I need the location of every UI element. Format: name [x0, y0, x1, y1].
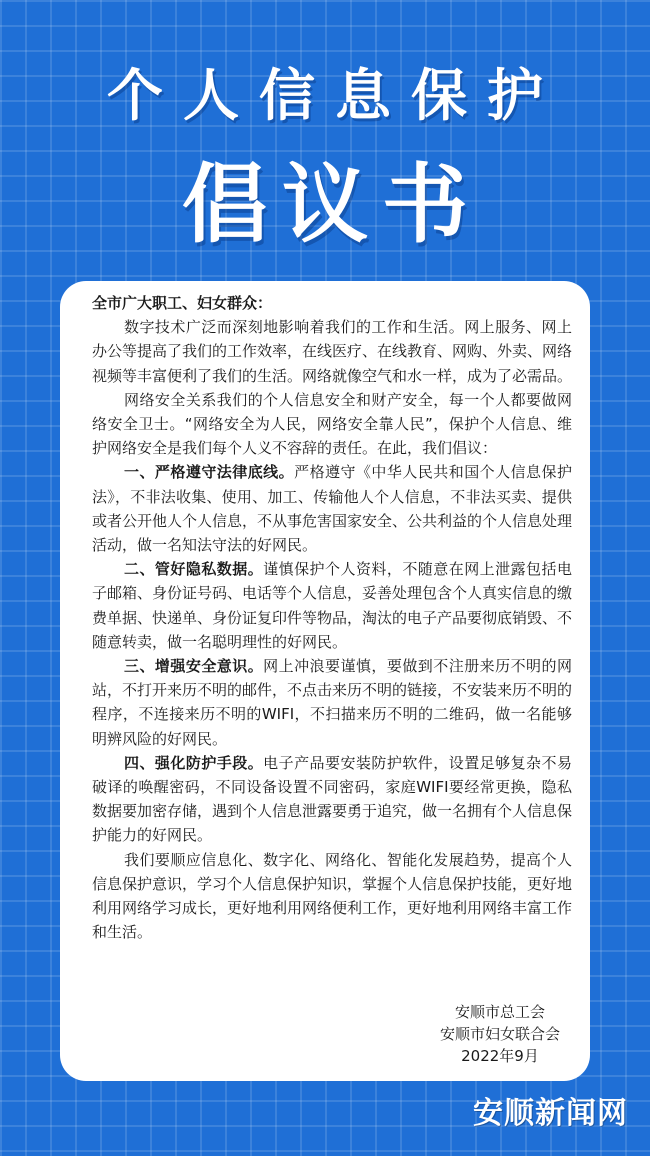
title-line-2: 倡议书	[182, 155, 482, 255]
point-4-heading: 四、强化防护手段。	[124, 753, 264, 772]
signature-block	[440, 1001, 560, 1067]
letter-card	[60, 281, 590, 1081]
point-1	[92, 460, 572, 557]
intro-paragraph-1: 数字技术广泛而深刻地影响着我们的工作和生活。网上服务、网上办公等提高了我们的工作效率，在线医疗、在线教育、网购、外卖、网络视频等丰富便利了我们的生活。网络就像空气和水一样，成为了必需品。	[92, 318, 573, 385]
title-line-1: 个人信息保护	[107, 64, 563, 129]
point-3	[92, 654, 572, 751]
point-3-heading: 三、增强安全意识。	[124, 657, 264, 676]
signature-org-2: 安顺市妇女联合会	[439, 1025, 560, 1043]
signature-date: 2022年9月	[461, 1047, 539, 1065]
point-2-heading: 二、管好隐私数据。	[124, 560, 264, 579]
point-4	[92, 751, 572, 848]
point-1-heading: 一、严格遵守法律底线。	[124, 463, 295, 482]
closing-paragraph: 我们要顺应信息化、数字化、网络化、智能化发展趋势，提高个人信息保护意识，学习个人信息保护知识，掌握个人信息保护技能，更好地利用网络学习成长，更好地利用网络便利工作，更好地利用网络丰富工作和生活。	[92, 850, 573, 942]
point-2-text: 谨慎保护个人资料，不随意在网上泄露包括电子邮箱、身份证号码、电话等个人信息，妥善处理包含个人真实信息的缴费单据、快递单、身份证复印件等物品，淘汰的电子产品要彻底销毁、不随意转卖，做一名聪明理性的好网民。	[92, 560, 573, 651]
point-1-text: 严格遵守《中华人民共和国个人信息保护法》，不非法收集、使用、加工、传输他人个人信息，不非法买卖、提供或者公开他人个人信息，不从事危害国家安全、公共利益的个人信息处理活动，做一名知法守法的好网民。	[92, 463, 573, 555]
point-3-text: 网上冲浪要谨慎，要做到不注册来历不明的网站，不打开来历不明的邮件，不点击来历不明的链接，不安装来历不明的程序，不连接来历不明的WIFI，不扫描来历不明的二维码，做一名能够明辨风险的好网民。	[92, 657, 573, 748]
point-4-text: 电子产品要安装防护软件，设置足够复杂不易破译的唤醒密码，不同设备设置不同密码，家庭WIFI要经常更换，隐私数据要加密存储，遇到个人信息泄露要勇于追究，做一名拥有个人信息保护能力的好网民。	[92, 753, 573, 845]
salutation: 全市广大职工、妇女群众：	[92, 294, 273, 312]
point-2	[92, 557, 572, 654]
intro-paragraph-2: 网络安全关系我们的个人信息安全和财产安全，每一个人都要做网络安全卫士。“网络安全为人民，网络安全靠人民”，保护个人信息、维护网络安全是我们每个人义不容辞的责任。在此，我们倡议：	[92, 390, 572, 458]
signature-org-1: 安顺市总工会	[454, 1003, 545, 1021]
watermark-logo: 安顺新闻网	[473, 1096, 628, 1131]
